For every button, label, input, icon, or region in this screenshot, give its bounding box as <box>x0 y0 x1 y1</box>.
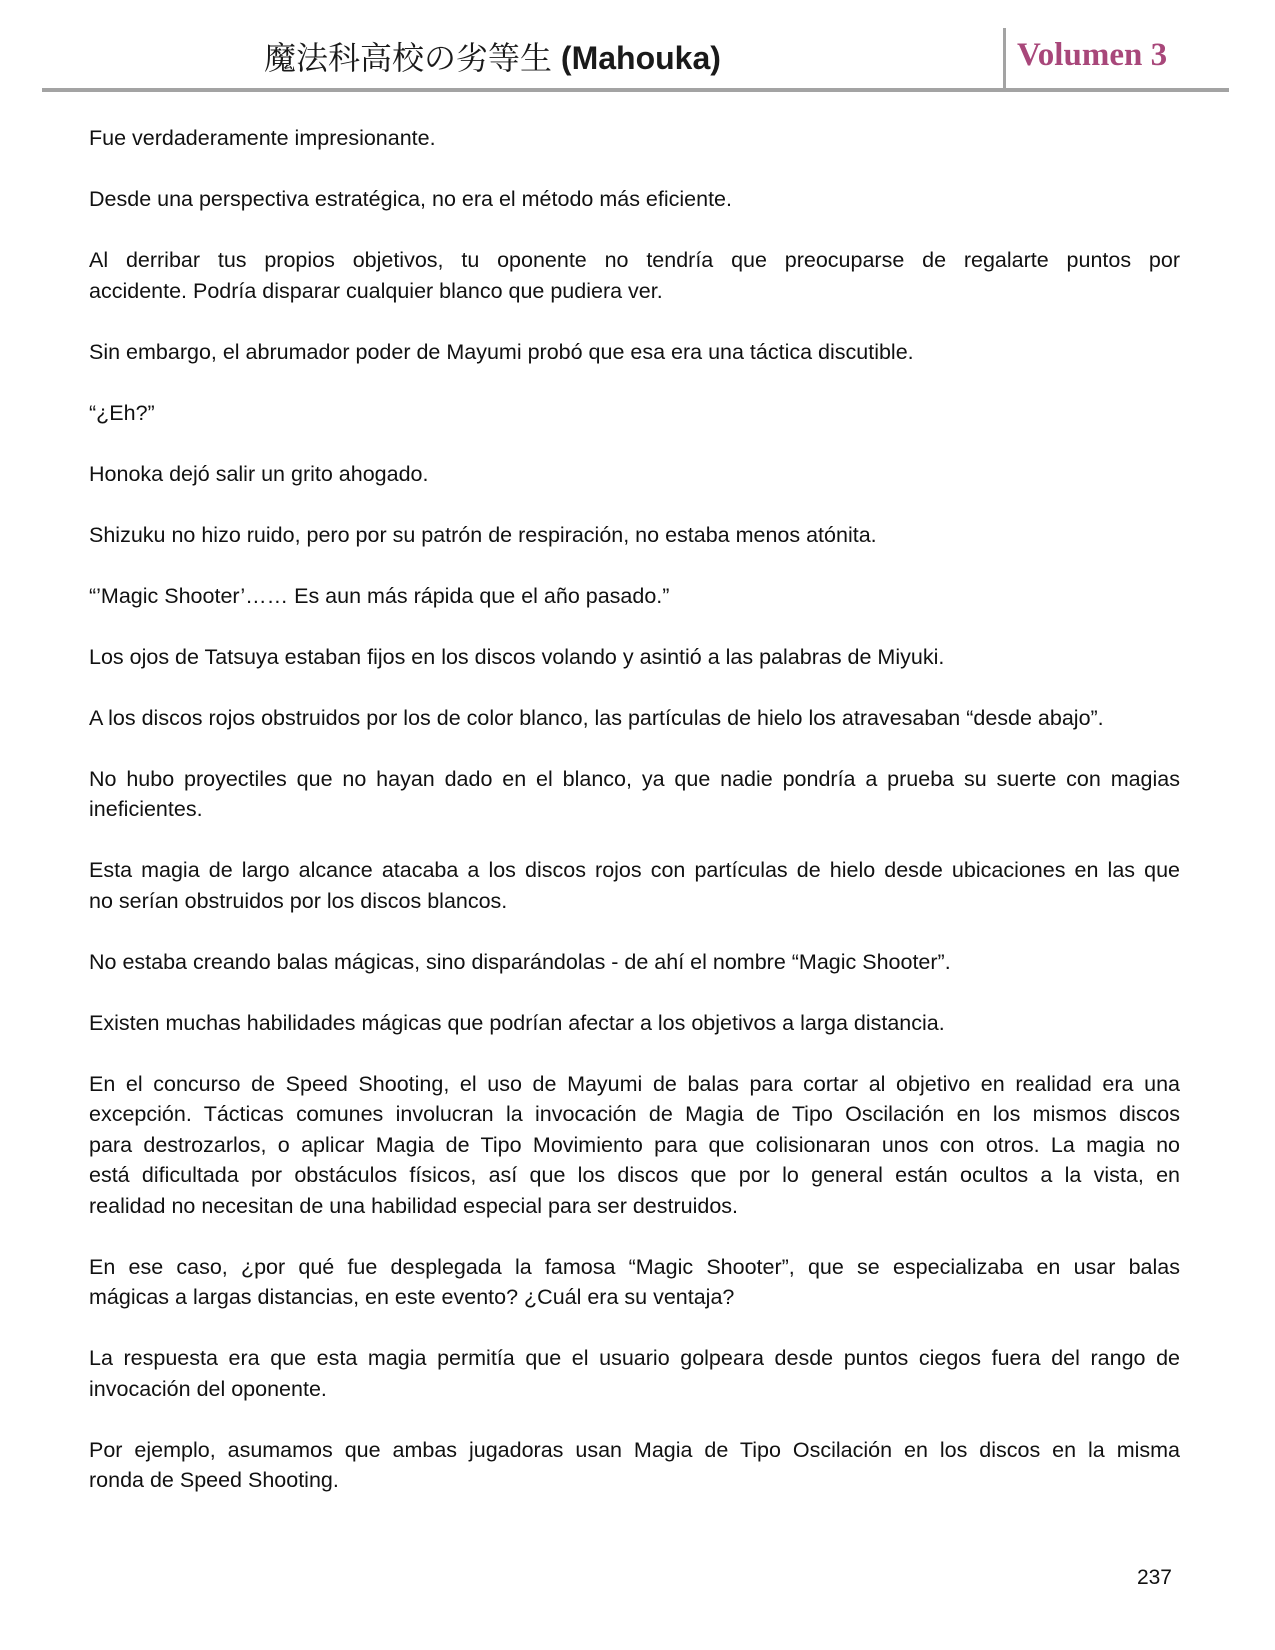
body-line: A los discos rojos obstruidos por los de color blanco, las partículas de hielo los atravesaban “desde abajo”. <box>89 705 1104 730</box>
paragraph <box>89 1069 1180 1222</box>
paragraph <box>89 764 1180 825</box>
paragraph <box>89 337 1180 368</box>
paragraph <box>89 581 1180 612</box>
volume-label: Volumen 3 <box>1017 37 1168 73</box>
body-line: Al derribar tus propios objetivos, tu oponente no tendría que preocuparse de regalarte puntos por <box>89 248 1180 272</box>
body-line: no serían obstruidos por los discos blancos. <box>89 888 508 913</box>
title-japanese: 魔法科高校の劣等生 <box>264 39 553 77</box>
paragraph <box>89 703 1180 734</box>
paragraph <box>89 855 1180 916</box>
body-line: En el concurso de Speed Shooting, el uso de Mayumi de balas para cortar al objetivo en realidad era una <box>89 1071 1180 1096</box>
paragraph <box>89 642 1180 673</box>
header-title <box>264 37 721 79</box>
paragraph <box>89 398 1180 429</box>
body-line: “¿Eh?” <box>89 400 155 425</box>
paragraph <box>89 184 1180 215</box>
paragraph <box>89 520 1180 551</box>
header-rule <box>42 88 1229 92</box>
body-line: ineficientes. <box>89 797 203 821</box>
header-divider <box>1003 28 1006 90</box>
body-line: accidente. Podría disparar cualquier blanco que pudiera ver. <box>89 278 663 303</box>
body-line: La respuesta era que esta magia permitía que el usuario golpeara desde puntos ciegos fuera del rango de <box>89 1346 1180 1370</box>
title-english: (Mahouka) <box>560 40 721 76</box>
body-line: mágicas a largas distancias, en este evento? ¿Cuál era su ventaja? <box>89 1285 735 1309</box>
body-line: Fue verdaderamente impresionante. <box>89 126 436 150</box>
body-line: realidad no necesitan de una habilidad especial para ser destruidos. <box>89 1193 739 1218</box>
body-line: Sin embargo, el abrumador poder de Mayumi probó que esa era una táctica discutible. <box>89 339 914 364</box>
body-line: Esta magia de largo alcance atacaba a los discos rojos con partículas de hielo desde ubicaciones en las que <box>89 858 1180 882</box>
body-line: Los ojos de Tatsuya estaban fijos en los discos volando y asintió a las palabras de Miyuki. <box>89 644 945 669</box>
paragraph <box>89 1008 1180 1039</box>
body-line: Honoka dejó salir un grito ahogado. <box>89 461 429 486</box>
paragraph <box>89 1252 1180 1313</box>
body-line: Por ejemplo, asumamos que ambas jugadoras usan Magia de Tipo Oscilación en los discos en la misma <box>89 1437 1180 1462</box>
body-line: para destrozarlos, o aplicar Magia de Tipo Movimiento para que colisionaran unos con otros. La magia no <box>89 1132 1180 1157</box>
paragraph <box>89 459 1180 490</box>
body-text <box>89 123 1180 1526</box>
body-line: No hubo proyectiles que no hayan dado en el blanco, ya que nadie pondría a prueba su suerte con magias <box>89 766 1180 791</box>
paragraph <box>89 1343 1180 1404</box>
body-line: “’Magic Shooter’…… Es aun más rápida que el año pasado.” <box>89 583 670 608</box>
body-line: En ese caso, ¿por qué fue desplegada la famosa “Magic Shooter”, que se especializaba en usar balas <box>89 1254 1180 1279</box>
body-line: Desde una perspectiva estratégica, no era el método más eficiente. <box>89 187 732 211</box>
body-line: está dificultada por obstáculos físicos, así que los discos que por lo general están ocultos a la vista, en <box>89 1163 1180 1187</box>
paragraph <box>89 245 1180 306</box>
paragraph <box>89 947 1180 978</box>
page-number: 237 <box>1136 1566 1172 1589</box>
body-line: Shizuku no hizo ruido, pero por su patrón de respiración, no estaba menos atónita. <box>89 522 877 547</box>
body-line: ronda de Speed Shooting. <box>89 1468 339 1492</box>
body-line: Existen muchas habilidades mágicas que podrían afectar a los objetivos a larga distancia. <box>89 1010 945 1035</box>
paragraph <box>89 1435 1180 1496</box>
body-line: No estaba creando balas mágicas, sino disparándolas - de ahí el nombre “Magic Shooter”. <box>89 949 951 974</box>
paragraph <box>89 123 1180 154</box>
body-line: excepción. Tácticas comunes involucran la invocación de Magia de Tipo Oscilación en los mismos discos <box>89 1102 1180 1126</box>
body-line: invocación del oponente. <box>89 1376 327 1401</box>
